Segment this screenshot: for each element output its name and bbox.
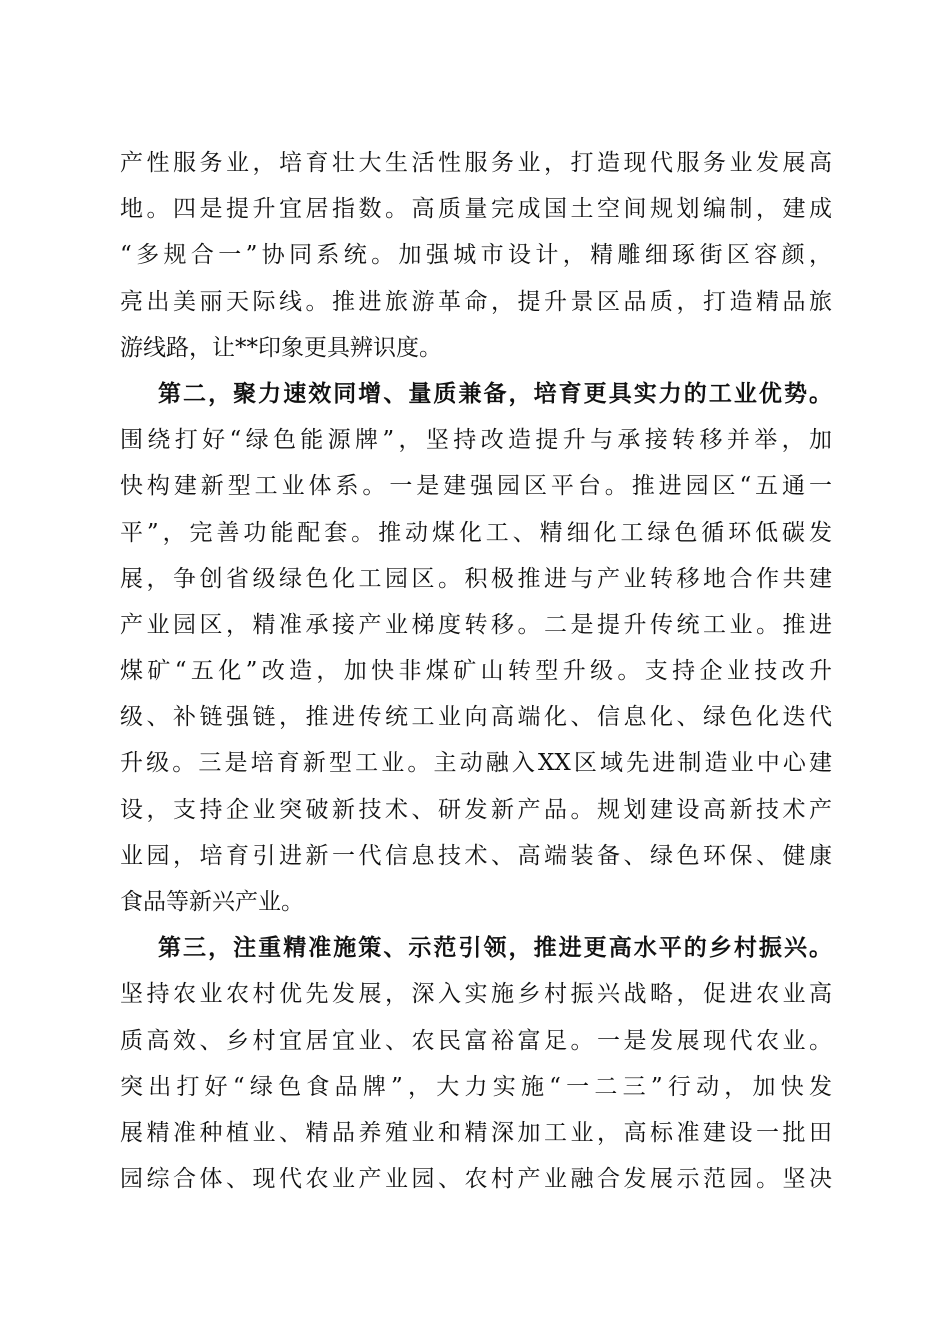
text-line: 级、补链强链，推进传统工业向高端化、信息化、绿色化迭代 bbox=[120, 704, 832, 731]
text-line: 产性服务业，培育壮大生活性服务业，打造现代服务业发展高 bbox=[120, 150, 832, 176]
text-line: 业园，培育引进新一代信息技术、高端装备、绿色环保、健康 bbox=[120, 842, 832, 869]
text-line: 坚持农业农村优先发展，深入实施乡村振兴战略，促进农业高 bbox=[120, 981, 832, 1008]
text-line: 产业园区，精准承接产业梯度转移。二是提升传统工业。推进 bbox=[120, 611, 832, 638]
text-line: 园综合体、现代农业产业园、农村产业融合发展示范园。坚决 bbox=[120, 1166, 832, 1193]
body-text bbox=[120, 140, 832, 1202]
text-line: 平”，完善功能配套。推动煤化工、精细化工绿色循环低碳发 bbox=[120, 519, 832, 546]
text-line: 突出打好“绿色食品牌”，大力实施“一二三”行动，加快发 bbox=[120, 1073, 832, 1100]
text-line: 煤矿“五化”改造，加快非煤矿山转型升级。支持企业技改升 bbox=[120, 658, 832, 685]
text-line: 游线路，让**印象更具辨识度。 bbox=[120, 334, 442, 361]
text-line: 质高效、乡村宜居宜业、农民富裕富足。一是发展现代农业。 bbox=[120, 1027, 832, 1054]
text-line: 食品等新兴产业。 bbox=[120, 889, 304, 915]
section-heading-third: 第三，注重精准施策、示范引领，推进更高水平的乡村振兴。 bbox=[158, 934, 832, 962]
text-line: 亮出美丽天际线。推进旅游革命，提升景区品质，打造精品旅 bbox=[120, 288, 832, 315]
text-line: 快构建新型工业体系。一是建强园区平台。推进园区“五通一 bbox=[120, 473, 832, 500]
text-line: 升级。三是培育新型工业。主动融入XX区域先进制造业中心建 bbox=[120, 750, 832, 777]
text-line: “多规合一”协同系统。加强城市设计，精雕细琢街区容颜， bbox=[120, 242, 832, 269]
text-line: 展，争创省级绿色化工园区。积极推进与产业转移地合作共建 bbox=[120, 565, 832, 592]
text-line: 设，支持企业突破新技术、研发新产品。规划建设高新技术产 bbox=[120, 796, 832, 823]
text-line: 围绕打好“绿色能源牌”，坚持改造提升与承接转移并举，加 bbox=[120, 427, 832, 454]
text-line: 地。四是提升宜居指数。高质量完成国土空间规划编制，建成 bbox=[120, 196, 832, 223]
text-line: 展精准种植业、精品养殖业和精深加工业，高标准建设一批田 bbox=[120, 1119, 832, 1146]
section-heading-second: 第二，聚力速效同增、量质兼备，培育更具实力的工业优势。 bbox=[158, 379, 832, 407]
